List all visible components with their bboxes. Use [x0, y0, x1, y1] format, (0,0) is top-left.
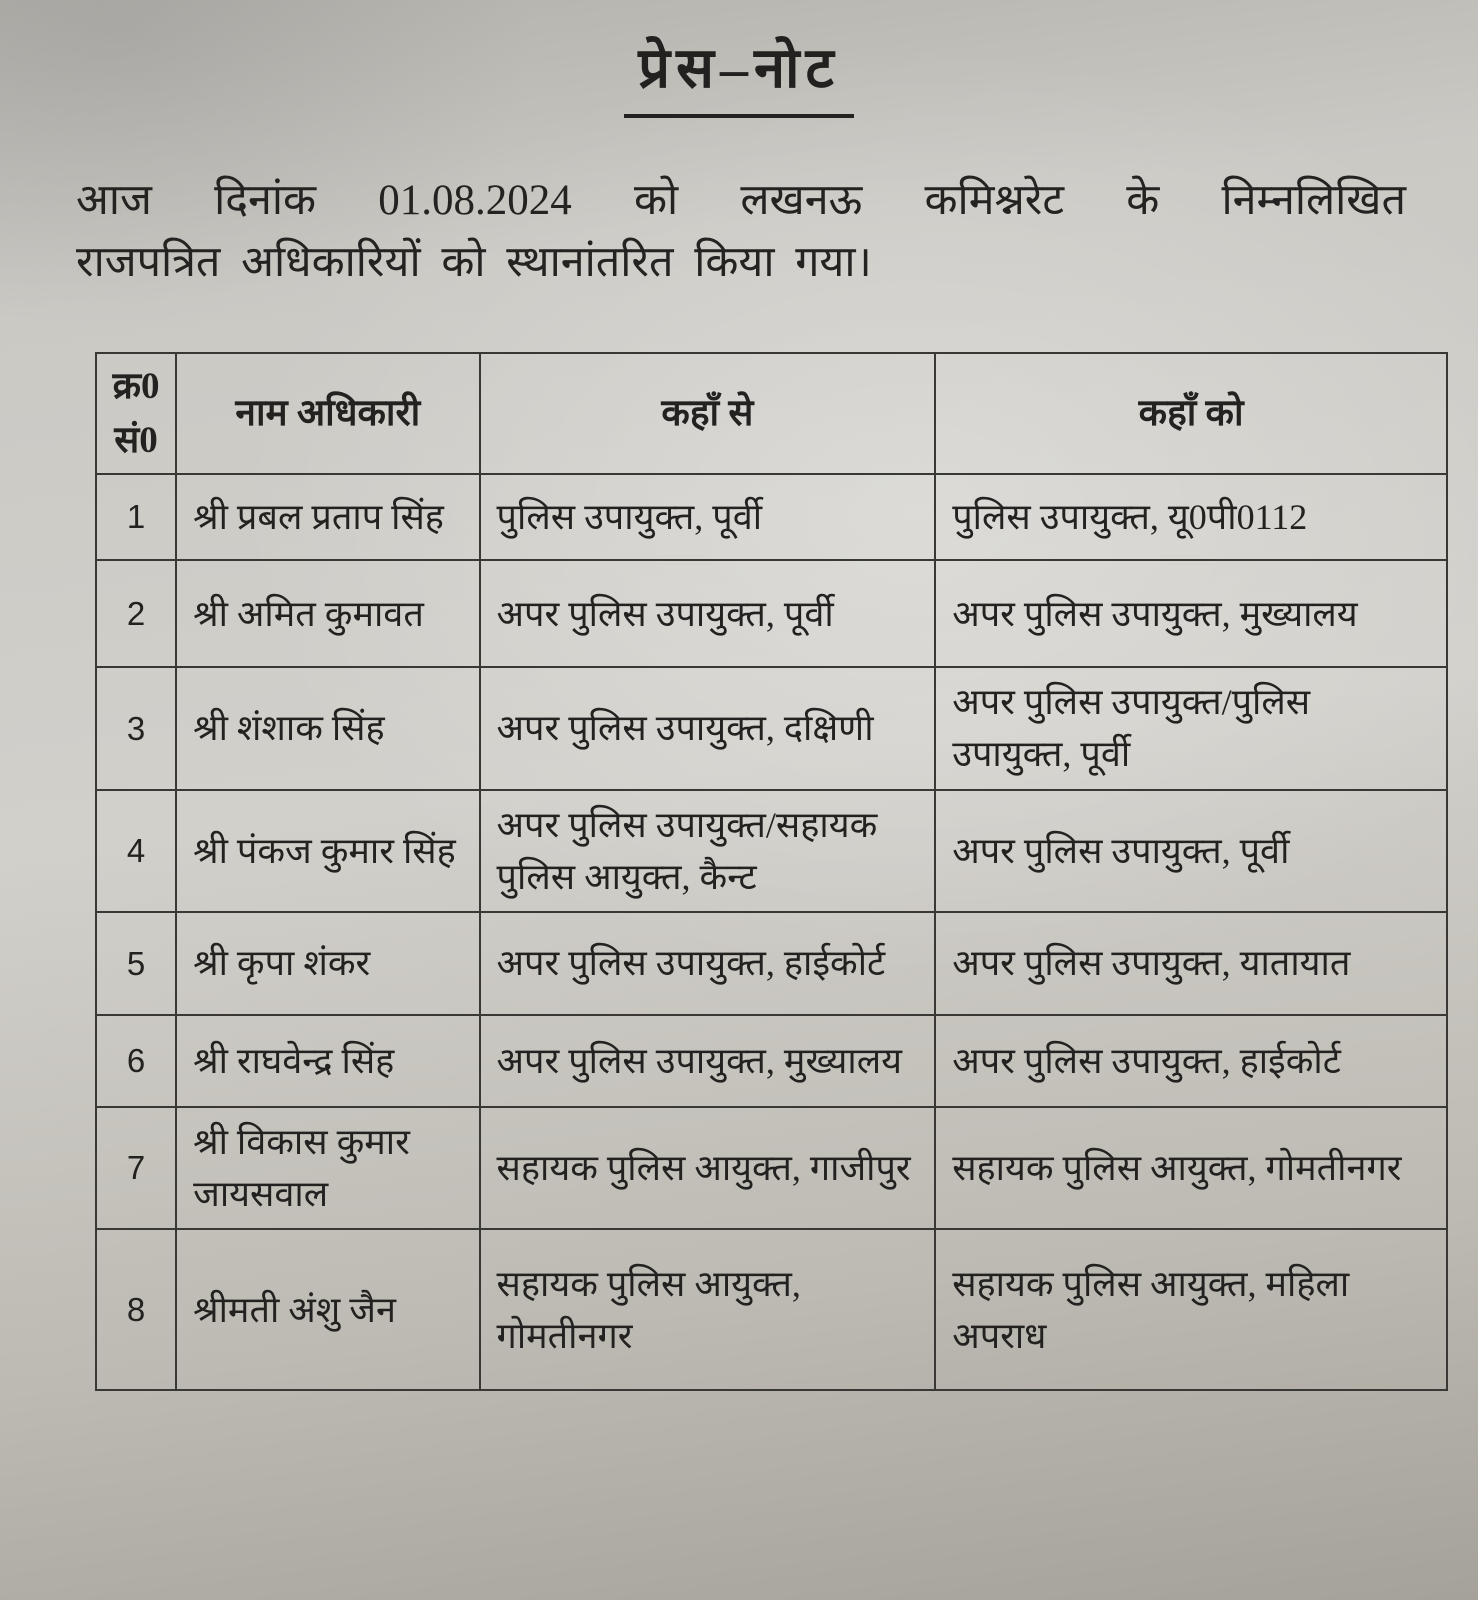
table-header-row [96, 353, 1447, 474]
table-row [96, 560, 1447, 667]
cell-from: पुलिस उपायुक्त, पूर्वी [480, 474, 936, 560]
header-serial-number [96, 353, 176, 474]
cell-serial: 7 [96, 1107, 176, 1229]
table-row [96, 912, 1447, 1015]
header-from: कहाँ से [480, 353, 936, 474]
cell-from: सहायक पुलिस आयुक्त, गाजीपुर [480, 1107, 936, 1229]
cell-to: सहायक पुलिस आयुक्त, गोमतीनगर [935, 1107, 1447, 1229]
cell-officer-name: श्री राघवेन्द्र सिंह [176, 1015, 479, 1107]
intro-line-2: राजपत्रित अधिकारियों को स्थानांतरित किया गया। [76, 239, 872, 287]
cell-officer-name: श्रीमती अंशु जैन [176, 1229, 479, 1390]
header-serial-line1: क्र0 [112, 366, 160, 407]
cell-serial: 8 [96, 1229, 176, 1390]
cell-to: अपर पुलिस उपायुक्त, मुख्यालय [935, 560, 1447, 667]
cell-serial: 6 [96, 1015, 176, 1107]
cell-from: सहायक पुलिस आयुक्त, गोमतीनगर [480, 1229, 936, 1390]
cell-serial: 4 [96, 790, 176, 912]
table-row [96, 1229, 1447, 1390]
cell-serial: 1 [96, 474, 176, 560]
header-officer-name: नाम अधिकारी [176, 353, 479, 474]
cell-officer-name: श्री अमित कुमावत [176, 560, 479, 667]
table-row [96, 1107, 1447, 1229]
header-serial-line2: सं0 [114, 419, 158, 461]
cell-serial: 3 [96, 667, 176, 789]
table-row [96, 667, 1447, 789]
cell-from: अपर पुलिस उपायुक्त/सहायक पुलिस आयुक्त, कैन्ट [480, 790, 936, 912]
cell-officer-name: श्री पंकज कुमार सिंह [176, 790, 479, 912]
table-row [96, 1015, 1447, 1107]
cell-officer-name: श्री शंशाक सिंह [176, 667, 479, 789]
cell-to: अपर पुलिस उपायुक्त/पुलिस उपायुक्त, पूर्वी [935, 667, 1447, 789]
cell-from: अपर पुलिस उपायुक्त, दक्षिणी [480, 667, 936, 789]
cell-serial: 5 [96, 912, 176, 1015]
intro-paragraph [76, 170, 1406, 295]
table-row [96, 474, 1447, 560]
cell-to: अपर पुलिस उपायुक्त, यातायात [935, 912, 1447, 1015]
cell-to: सहायक पुलिस आयुक्त, महिला अपराध [935, 1229, 1447, 1390]
cell-from: अपर पुलिस उपायुक्त, पूर्वी [480, 560, 936, 667]
header-to: कहाँ को [935, 353, 1447, 474]
page-title: प्रेस–नोट [624, 28, 854, 118]
cell-to: अपर पुलिस उपायुक्त, हाईकोर्ट [935, 1015, 1447, 1107]
cell-from: अपर पुलिस उपायुक्त, मुख्यालय [480, 1015, 936, 1107]
table-row [96, 790, 1447, 912]
cell-serial: 2 [96, 560, 176, 667]
intro-line-1: आज दिनांक 01.08.2024 को लखनऊ कमिश्नरेट के निम्नलिखित [76, 177, 1406, 224]
title-wrap [0, 0, 1478, 118]
cell-officer-name: श्री कृपा शंकर [176, 912, 479, 1015]
cell-officer-name: श्री प्रबल प्रताप सिंह [176, 474, 479, 560]
transfer-table [95, 352, 1448, 1391]
cell-from: अपर पुलिस उपायुक्त, हाईकोर्ट [480, 912, 936, 1015]
cell-officer-name: श्री विकास कुमार जायसवाल [176, 1107, 479, 1229]
cell-to: अपर पुलिस उपायुक्त, पूर्वी [935, 790, 1447, 912]
cell-to: पुलिस उपायुक्त, यू0पी0112 [935, 474, 1447, 560]
